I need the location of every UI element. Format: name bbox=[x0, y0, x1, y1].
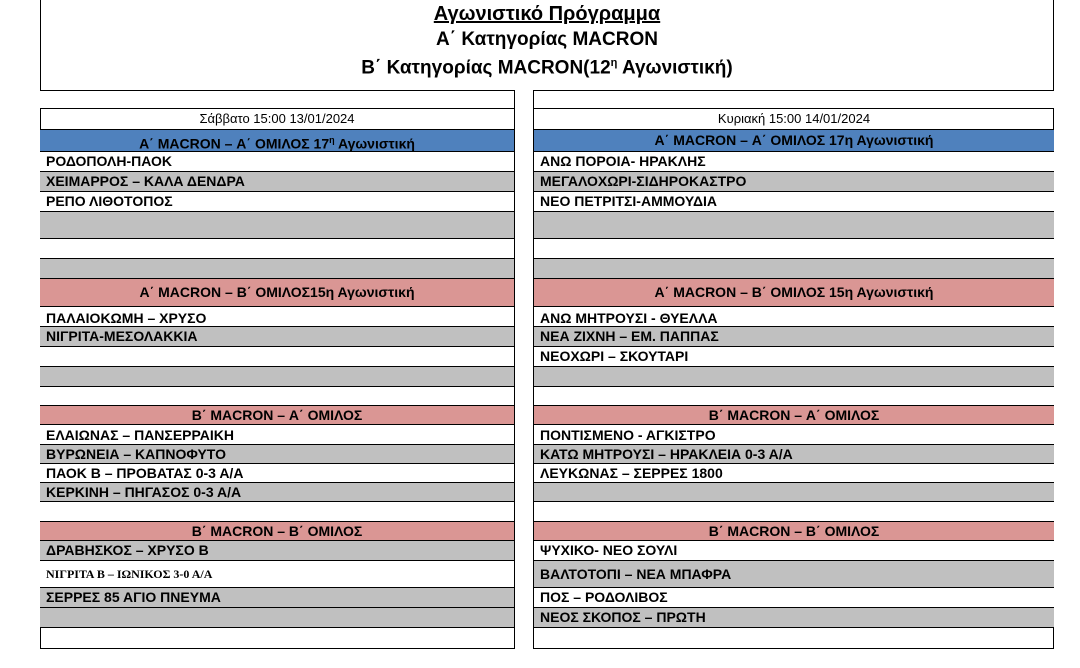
empty-row bbox=[534, 259, 1054, 279]
list-item: ΑΝΩ ΜΗΤΡΟΥΣΙ - ΘΥΕΛΛΑ bbox=[534, 307, 1054, 327]
list-item: ΑΝΩ ΠΟΡΟΙΑ- ΗΡΑΚΛΗΣ bbox=[534, 152, 1054, 172]
list-item: ΕΛΑΙΩΝΑΣ – ΠΑΝΣΕΡΡΑΙΚΗ bbox=[40, 425, 514, 445]
list-item: ΡΟΔΟΠΟΛΗ-ΠΑΟΚ bbox=[40, 152, 514, 172]
list-item: ΝΙΓΡΙΤΑ Β – ΙΩΝΙΚΟΣ 3-0 Α/Α bbox=[40, 561, 514, 588]
left-group1-title: Α΄ MACRON – Α΄ ΟΜΙΛΟΣ $17^\eta$ Αγωνιστική bbox=[40, 130, 514, 152]
right-group1-title: Α΄ MACRON – Α΄ ΟΜΙΛΟΣ 17η Αγωνιστική bbox=[534, 130, 1054, 152]
list-item: ΝΕΟΣ ΣΚΟΠΟΣ – ΠΡΩΤΗ bbox=[534, 608, 1054, 628]
empty-row bbox=[40, 212, 514, 239]
blank-row bbox=[534, 91, 1054, 109]
empty-row bbox=[40, 347, 514, 367]
left-group3-title: Β΄ MACRON – Α΄ ΟΜΙΛΟΣ bbox=[40, 406, 514, 425]
right-group3-title: Β΄ MACRON – Α΄ ΟΜΙΛΟΣ bbox=[534, 406, 1054, 425]
empty-row bbox=[40, 239, 514, 259]
left-date: Σάββατο 15:00 13/01/2024 bbox=[40, 109, 514, 130]
list-item: ΛΕΥΚΩΝΑΣ – ΣΕΡΡΕΣ 1800 bbox=[534, 464, 1054, 483]
list-item: ΨΥΧΙΚΟ- ΝΕΟ ΣΟΥΛΙ bbox=[534, 541, 1054, 561]
empty-row bbox=[40, 608, 514, 628]
list-item: ΧΕΙΜΑΡΡΟΣ – ΚΑΛΑ ΔΕΝΔΡΑ bbox=[40, 172, 514, 192]
left-group4-title: Β΄ MACRON – Β΄ ΟΜΙΛΟΣ bbox=[40, 522, 514, 541]
page-title: Αγωνιστικό Πρόγραμμα bbox=[433, 3, 661, 25]
empty-row bbox=[40, 259, 514, 279]
subtitle-a-category: Α΄ Κατηγορίας MACRON bbox=[436, 29, 658, 50]
empty-row bbox=[534, 387, 1054, 406]
list-item: ΠΑΟΚ Β – ΠΡΟΒΑΤΑΣ 0-3 Α/Α bbox=[40, 464, 514, 483]
column-gap bbox=[514, 90, 534, 649]
right-group2-title: Α΄ MACRON – Β΄ ΟΜΙΛΟΣ 15η Αγωνιστική bbox=[534, 279, 1054, 307]
empty-row bbox=[40, 502, 514, 522]
left-group2-title: Α΄ MACRON – Β΄ ΟΜΙΛΟΣ15η Αγωνιστική bbox=[40, 279, 514, 307]
empty-row bbox=[40, 367, 514, 387]
list-item: ΒΑΛΤΟΤΟΠΙ – ΝΕΑ ΜΠΑΦΡΑ bbox=[534, 561, 1054, 588]
empty-row bbox=[534, 212, 1054, 239]
list-item: ΠΟΣ – ΡΟΔΟΛΙΒΟΣ bbox=[534, 588, 1054, 608]
empty-row bbox=[40, 387, 514, 406]
subtitle-b-category: Β΄ Κατηγορίας $MACRON(12^\eta$ Αγωνιστική) bbox=[361, 57, 733, 79]
empty-row bbox=[534, 367, 1054, 387]
list-item: ΠΟΝΤΙΣΜΕΝΟ - ΑΓΚΙΣΤΡΟ bbox=[534, 425, 1054, 445]
list-item: ΝΕΑ ΖΙΧΝΗ – ΕΜ. ΠΑΠΠΑΣ bbox=[534, 327, 1054, 347]
list-item: ΚΑΤΩ ΜΗΤΡΟΥΣΙ – ΗΡΑΚΛΕΙΑ 0-3 Α/Α bbox=[534, 445, 1054, 464]
list-item: ΒΥΡΩΝΕΙΑ – ΚΑΠΝΟΦΥΤΟ bbox=[40, 445, 514, 464]
list-item: ΝΕΟΧΩΡΙ – ΣΚΟΥΤΑΡΙ bbox=[534, 347, 1054, 367]
right-group4-title: Β΄ MACRON – Β΄ ΟΜΙΛΟΣ bbox=[534, 522, 1054, 541]
list-item: ΔΡΑΒΗΣΚΟΣ – ΧΡΥΣΟ Β bbox=[40, 541, 514, 561]
list-item: ΠΑΛΑΙΟΚΩΜΗ – ΧΡΥΣΟ bbox=[40, 307, 514, 327]
list-item: ΡΕΠΟ ΛΙΘΟΤΟΠΟΣ bbox=[40, 192, 514, 212]
blank-row bbox=[40, 91, 514, 109]
empty-row bbox=[534, 483, 1054, 502]
list-item: ΣΕΡΡΕΣ 85 ΑΓΙΟ ΠΝΕΥΜΑ bbox=[40, 588, 514, 608]
list-item: ΝΙΓΡΙΤΑ-ΜΕΣΟΛΑΚΚΙΑ bbox=[40, 327, 514, 347]
list-item: ΝΕΟ ΠΕΤΡΙΤΣΙ-ΑΜΜΟΥΔΙΑ bbox=[534, 192, 1054, 212]
list-item: ΜΕΓΑΛΟΧΩΡΙ-ΣΙΔΗΡΟΚΑΣΤΡΟ bbox=[534, 172, 1054, 192]
empty-row bbox=[534, 239, 1054, 259]
right-date: Κυριακή 15:00 14/01/2024 bbox=[534, 109, 1054, 130]
empty-row bbox=[534, 502, 1054, 522]
list-item: ΚΕΡΚΙΝΗ – ΠΗΓΑΣΟΣ 0-3 Α/Α bbox=[40, 483, 514, 502]
